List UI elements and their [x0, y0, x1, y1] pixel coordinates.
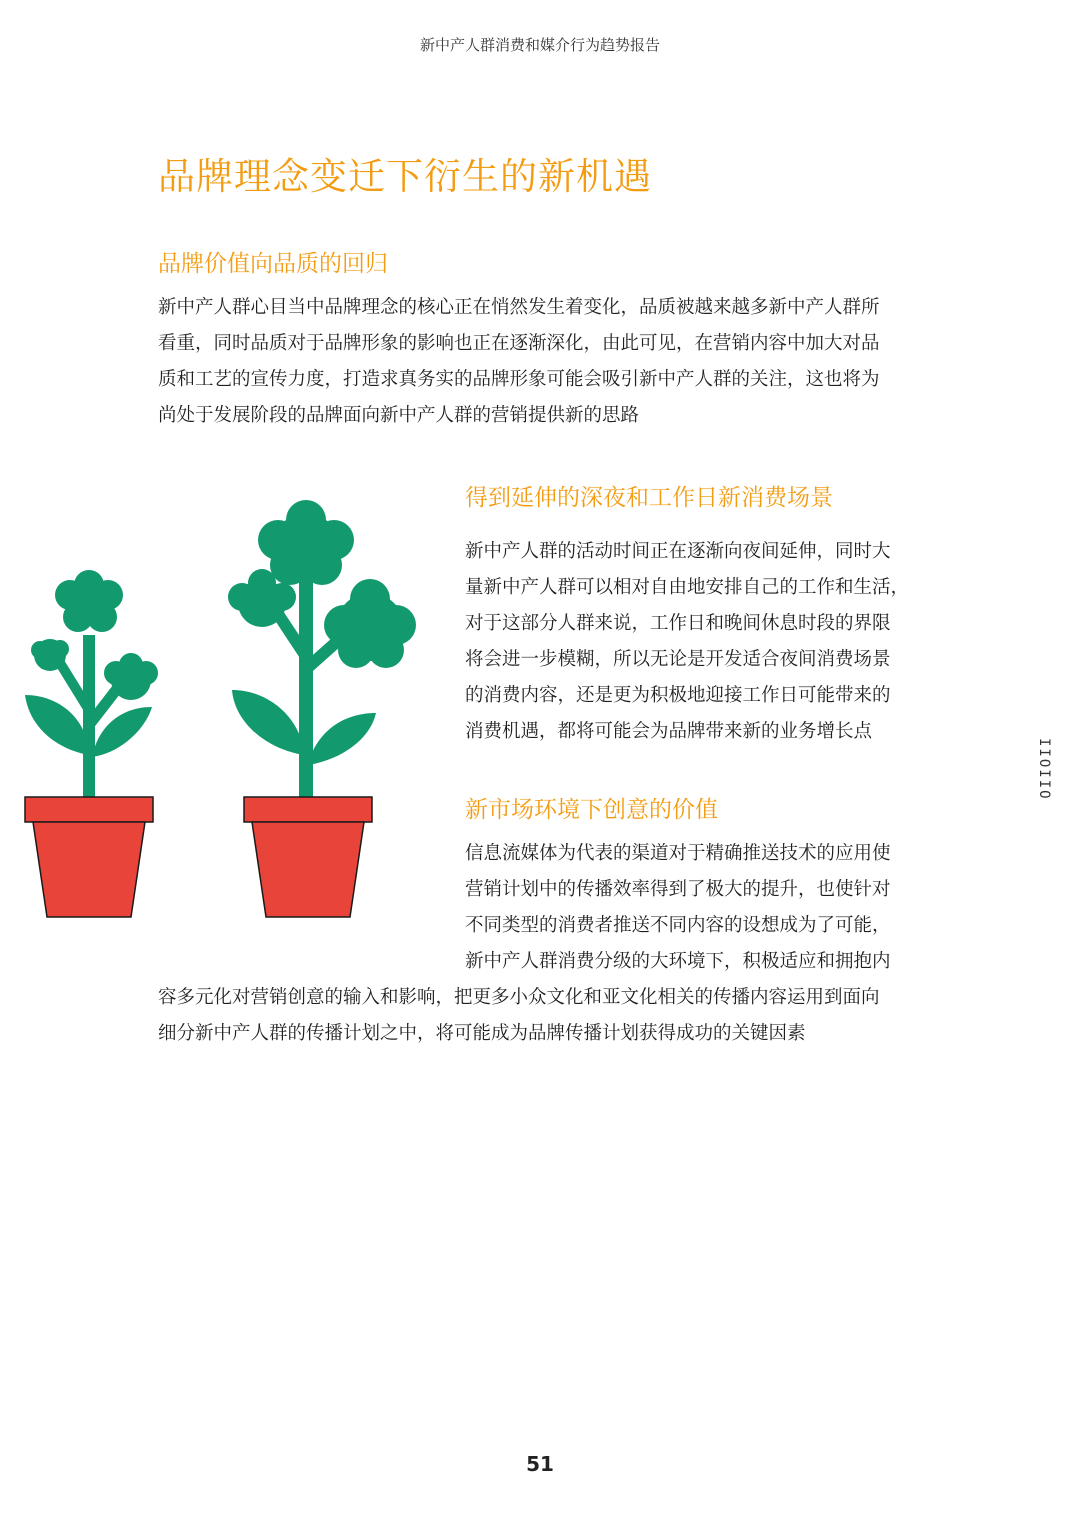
paragraph-line: 容多元化对营销创意的输入和影响，把更多小众文化和亚文化相关的传播内容运用到面向: [158, 987, 880, 1008]
large-pot-icon: [244, 797, 372, 917]
paragraph-line: 新中产人群心目当中品牌理念的核心正在悄然发生着变化，品质被越来越多新中产人群所: [158, 297, 880, 318]
small-plant-icon: [25, 570, 158, 805]
paragraph-line: 信息流媒体为代表的渠道对于精确推送技术的应用使: [465, 843, 891, 864]
paragraph-line: 尚处于发展阶段的品牌面向新中产人群的营销提供新的思路: [158, 405, 640, 426]
paragraph-line: 对于这部分人群来说，工作日和晚间休息时段的界限: [465, 613, 891, 634]
paragraph-line: 将会进一步模糊，所以无论是开发适合夜间消费场景: [465, 649, 891, 670]
potted-plants-icon: [20, 495, 420, 925]
paragraph-creative-value-part2: [158, 980, 938, 1052]
section-heading-brand-value: 品牌价值向品质的回归: [158, 251, 388, 277]
large-plant-icon: [228, 500, 416, 805]
paragraph-line: 新中产人群的活动时间正在逐渐向夜间延伸，同时大: [465, 541, 891, 562]
section-heading-creative-value: 新市场环境下创意的价值: [465, 797, 718, 823]
section-heading-night-workday: 得到延伸的深夜和工作日新消费场景: [465, 485, 833, 511]
paragraph-line: 不同类型的消费者推送不同内容的设想成为了可能，: [465, 915, 891, 936]
paragraph-line: 质和工艺的宣传力度，打造求真务实的品牌形象可能会吸引新中产人群的关注，这也将为: [158, 369, 880, 390]
side-decoration-mark: IIOIIO: [1036, 738, 1052, 801]
page-title: 品牌理念变迁下衍生的新机遇: [158, 155, 652, 198]
report-header-title: 新中产人群消费和媒介行为趋势报告: [419, 36, 660, 54]
paragraph-line: 消费机遇，都将可能会为品牌带来新的业务增长点: [465, 721, 873, 742]
paragraph-creative-value-part1: [465, 836, 935, 980]
paragraph-line: 营销计划中的传播效率得到了极大的提升，也使针对: [465, 879, 891, 900]
paragraph-line: 的消费内容，还是更为积极地迎接工作日可能带来的: [465, 685, 891, 706]
paragraph-line: 细分新中产人群的传播计划之中，将可能成为品牌传播计划获得成功的关键因素: [158, 1023, 806, 1044]
paragraph-night-workday: [465, 534, 935, 750]
paragraph-brand-value: [158, 290, 928, 434]
paragraph-line: 量新中产人群可以相对自由地安排自己的工作和生活，: [465, 577, 910, 598]
paragraph-line: 新中产人群消费分级的大环境下，积极适应和拥抱内: [465, 951, 891, 972]
paragraph-line: 看重，同时品质对于品牌形象的影响也正在逐渐深化，由此可见，在营销内容中加大对品: [158, 333, 880, 354]
page-number: 51: [526, 1452, 554, 1476]
small-pot-icon: [25, 797, 153, 917]
